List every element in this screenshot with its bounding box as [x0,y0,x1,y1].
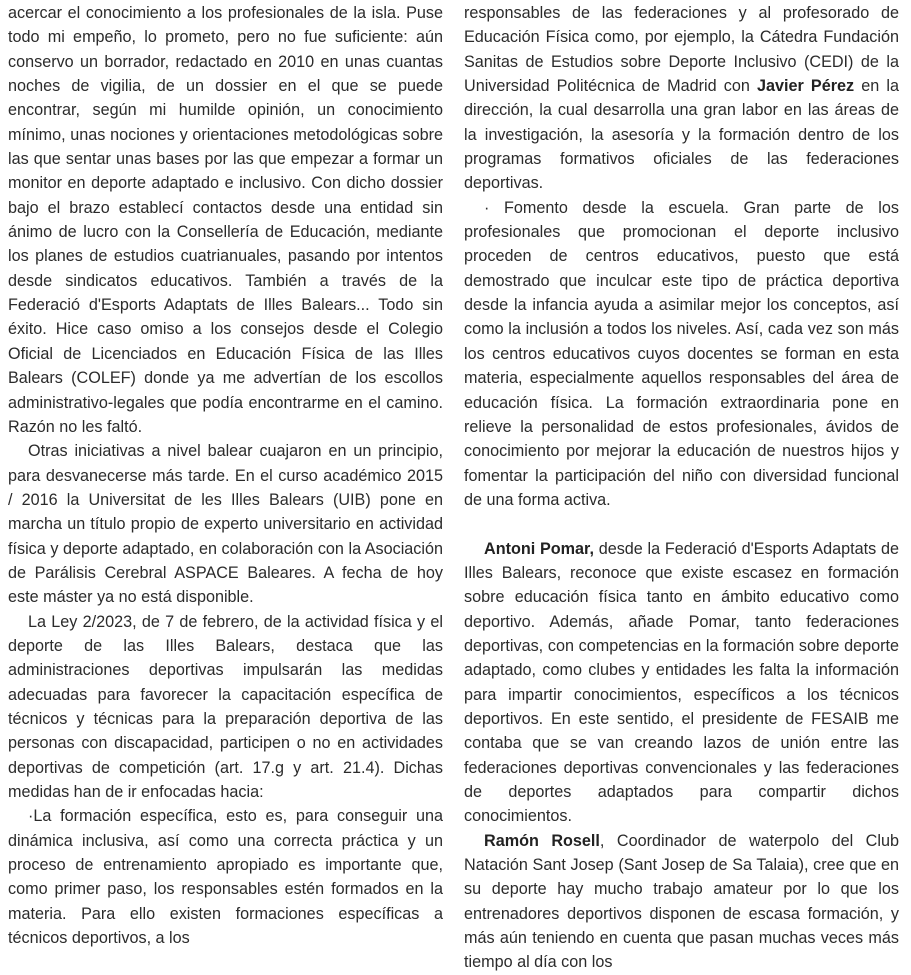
paragraph: acercar el conocimiento a los profesionales de la isla. Puse todo mi empeño, lo prometo, pero no fue suficiente: aún conservo un borrador, redactado en 2010 en unas cuantas noches de vigilia, de un dossier en el que se puede encontrar, según mi humilde opinión, un conocimiento mínimo, unas nociones y orientaciones metodológicas sobre las que sentar unas bases por las que empezar a formar un monitor en deporte adaptado e inclusivo. Con dicho dossier bajo el brazo establecí contactos desde una entidad sin ánimo de lucro con la Consellería de Educación, mediante los planes de estudios cuatrianuales, pasando por intentos desde sindicatos educativos. También a través de la Federació d'Esports Adaptats de Illes Balears... Todo sin éxito. Hice caso omiso a los consejos desde el Colegio Oficial de Licenciados en Educación Física de las Illes Balears (COLEF) donde ya me advertían de los escollos administrativo-legales que podía encontrarme en el camino. Razón no les faltó. [8,4,443,436]
left-column [8,1,443,950]
paragraph-text: , Coordinador de waterpolo del Club Natación Sant Josep (Sant Josep de Sa Talaia), cree que en su deporte hay mucho trabajo amateur por lo que los entrenadores deportivos disponen de escasa formación, y más aún teniendo en cuenta que pasan muchas veces más tiempo al día con los [464,831,899,972]
paragraph [464,1,899,196]
paragraph-text: desde la Federació d'Esports Adaptats de Illes Balears, reconoce que existe escasez en formación sobre educación física tanto en ámbito educativo como deportivo. Además, añade Pomar, tanto federaciones deportivas, con competencias en la formación sobre deporte adaptado, como clubes y entidades les falta la información para impartir conocimientos, específicos a los técnicos deportivos. En este sentido, el presidente de FESAIB me contaba que se van creando lazos de unión entre las federaciones deportivas convencionales y las federaciones de deportes adaptados para compartir dichos conocimientos. [464,539,899,826]
bullet-paragraph: ·La formación específica, esto es, para conseguir una dinámica inclusiva, así como una correcta práctica y un proceso de entrenamiento apropiado es importante que, como primer paso, los responsables estén formados en la materia. Para ello existen formaciones específicas a técnicos deportivos, a los [8,807,443,948]
paragraph: Otras iniciativas a nivel balear cuajaron en un principio, para desvanecerse más tarde. En el curso académico 2015 / 2016 la Universitat de les Illes Balears (UIB) pone en marcha un título propio de experto universitario en actividad física y deporte adaptado, en colaboración con la Asociación de Parálisis Cerebral ASPACE Baleares. A fecha de hoy este máster ya no está disponible. [8,442,443,607]
right-column [464,1,899,975]
person-name: Javier Pérez [756,77,855,96]
person-name: Antoni Pomar, [484,539,594,558]
paragraph [464,537,899,829]
paragraph-spacer [464,512,899,536]
paragraph-text: en la dirección, la cual desarrolla una gran labor en las áreas de la investigación, la asesoría y la formación dentro de los programas formativos oficiales de las federaciones deportivas. [464,77,899,193]
paragraph: La Ley 2/2023, de 7 de febrero, de la actividad física y el deporte de las Illes Balears, destaca que las administraciones deportivas impulsarán las medidas adecuadas para favorecer la capacitación específica de técnicos y técnicas para la preparación deportiva de las personas con discapacidad, participen o no en actividades deportivas de competición (art. 17.g y art. 21.4). Dichas medidas han de ir enfocadas hacia: [8,612,443,801]
paragraph [464,829,899,975]
person-name: Ramón Rosell [484,831,600,850]
bullet-paragraph: · Fomento desde la escuela. Gran parte de los profesionales que promocionan el deporte inclusivo proceden de centros educativos, puesto que está demostrado que inculcar este tipo de práctica deportiva desde la infancia ayuda a asimilar mejor los conceptos, así como la inclusión a todos los niveles. Así, cada vez son más los centros educativos cuyos docentes se forman en esta materia, especialmente aquellos responsables del área de educación física. La formación extraordinaria pone en relieve la personalidad de estos profesionales, ávidos de conocimiento por mejorar la educación de nuestros hijos y fomentar la participación del niño con diversidad funcional de una forma activa. [464,198,899,509]
paragraph-text: responsables de las federaciones y al profesorado de Educación Física como, por ejemplo, la Cátedra Fundación Sanitas de Estudios sobre Deporte Inclusivo (CEDI) de la Universidad Politécnica de Madrid con [464,4,899,96]
